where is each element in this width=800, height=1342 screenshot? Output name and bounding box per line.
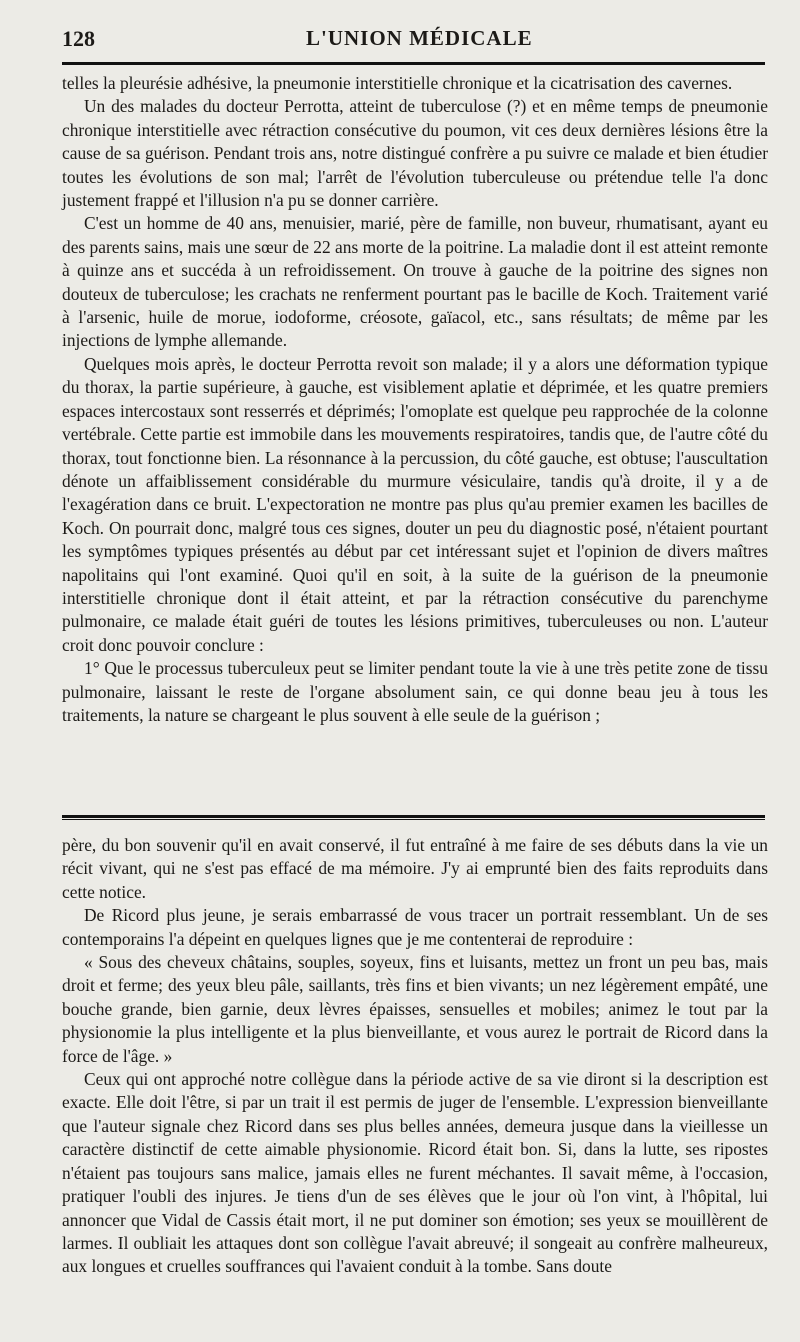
paragraph: père, du bon souvenir qu'il en avait conservé, il fut entraîné à me faire de ses débuts dans la vie un récit vivant, qui ne s'est pas effacé de ma mémoire. J'y ai emprunté bien des faits reproduits dans cette notice. xyxy=(62,835,768,902)
running-title: L'UNION MÉDICALE xyxy=(306,26,533,50)
paragraph: Ceux qui ont approché notre collègue dans la période active de sa vie diront si la description est exacte. Elle doit l'être, si par un trait il est permis de juger de l'ensemble. L'expression bienveillante que l'auteur signale chez Ricord dans ses plus belles années, demeura jusque dans la vieillesse un caractère distinctif de cette aimable physionomie. Ricord était bon. Si, dans la lutte, ses ripostes n'étaient pas toujours sans malice, jamais elles ne furent méchantes. Il savait même, à l'occasion, pratiquer l'oubli des injures. Je tiens d'un de ses élèves que le jour où l'on vint, à l'hôpital, lui annoncer que Vidal de Cassis était mort, il ne put dominer son émotion; ses yeux se mouillèrent de larmes. Il oubliait les attaques dont son collègue l'avait abreuvé; il songeait au confrère malheureux, aux longues et cruelles souffrances qui l'avaient conduit à la tombe. Sans doute xyxy=(62,1069,768,1277)
page-number: 128 xyxy=(62,26,95,51)
paragraph: 1° Que le processus tuberculeux peut se limiter pendant toute la vie à une très petite zone de tissu pulmonaire, laissant le reste de l'organe absolument sain, ce qui donne beau jeu à tous les traitements, la nature se chargeant le plus souvent à elle seule de la guérison ; xyxy=(62,658,768,725)
paragraph: telles la pleurésie adhésive, la pneumonie interstitielle chronique et la cicatrisation des cavernes. xyxy=(62,73,733,93)
section-divider xyxy=(62,815,765,820)
paragraph: « Sous des cheveux châtains, souples, soyeux, fins et luisants, mettez un front un peu bas, mais droit et ferme; des yeux bleu pâle, saillants, très fins et bien vivants; un nez légèrement empâté, une bouche grande, bien garnie, deux lèvres épaisses, sensuelles et mobiles; animez le tout par la physionomie la plus intelligente et la plus bienveillante, et vous aurez le portrait de Ricord dans la force de l'âge. » xyxy=(62,952,768,1066)
paragraph: Un des malades du docteur Perrotta, atteint de tuberculose (?) et en même temps de pneumonie chronique interstitielle avec rétraction consécutive du poumon, vit ces deux dernières lésions être la cause de sa guérison. Pendant trois ans, notre distingué confrère a pu suivre ce malade et bien étudier toutes les évolutions de son mal; l'arrêt de l'évolution tuberculeuse ou prétendue telle l'a donc justement frappé et l'illusion n'a pu se donner carrière. xyxy=(62,96,768,211)
paragraph: Quelques mois après, le docteur Perrotta revoit son malade; il y a alors une déformation typique du thorax, la partie supérieure, à gauche, est visiblement aplatie et déprimée, et les quatre premiers espaces intercostaux sont resserrés et déprimés; l'omoplate est quelque peu rapprochée de la colonne vertébrale. Cette partie est immobile dans les mouvements respiratoires, tandis que, de l'autre côté du thorax, tout fonctionne bien. La résonnance à la percussion, du côté gauche, est obtuse; l'auscultation dénote un affaiblissement considérable du murmure vésiculaire, tandis qu'à droite, il y a de l'exagération dans ce bruit. L'expectoration ne montre pas plus qu'au premier examen les bacilles de Koch. On pourrait donc, malgré tous ces signes, douter un peu du diagnostic posé, n'étaient pourtant les symptômes typiques présentés au début par cet intéressant sujet et l'opinion de divers maîtres napolitains qui l'ont examiné. Quoi qu'il en soit, à la suite de la guérison de la pneumonie interstitielle chronique dont il était atteint, et par la rétraction consécutive du parenchyme pulmonaire, ce malade était guéri de toutes les lésions primitives, tuberculeuses ou non. L'auteur croit donc pouvoir conclure : xyxy=(62,353,768,655)
lower-article-text xyxy=(62,834,768,1279)
page-header xyxy=(58,20,768,52)
paragraph: De Ricord plus jeune, je serais embarrassé de vous tracer un portrait ressemblant. Un de ses contemporains l'a dépeint en quelques lignes que je me contenterai de reproduire : xyxy=(62,905,768,949)
header-rule xyxy=(62,62,765,65)
upper-article-text xyxy=(62,72,768,727)
paragraph: C'est un homme de 40 ans, menuisier, marié, père de famille, non buveur, rhumatisant, ayant eu des parents sains, mais une sœur de 22 ans morte de la poitrine. La maladie dont il est atteint remonte à quinze ans et succéda à un refroidissement. On trouve à gauche de la poitrine des signes non douteux de tuberculose; les crachats ne renferment pourtant pas le bacille de Koch. Traitement varié à l'arsenic, huile de morue, iodoforme, créosote, gaïacol, etc., sans résultats; de même par les injections de lymphe allemande. xyxy=(62,213,768,351)
